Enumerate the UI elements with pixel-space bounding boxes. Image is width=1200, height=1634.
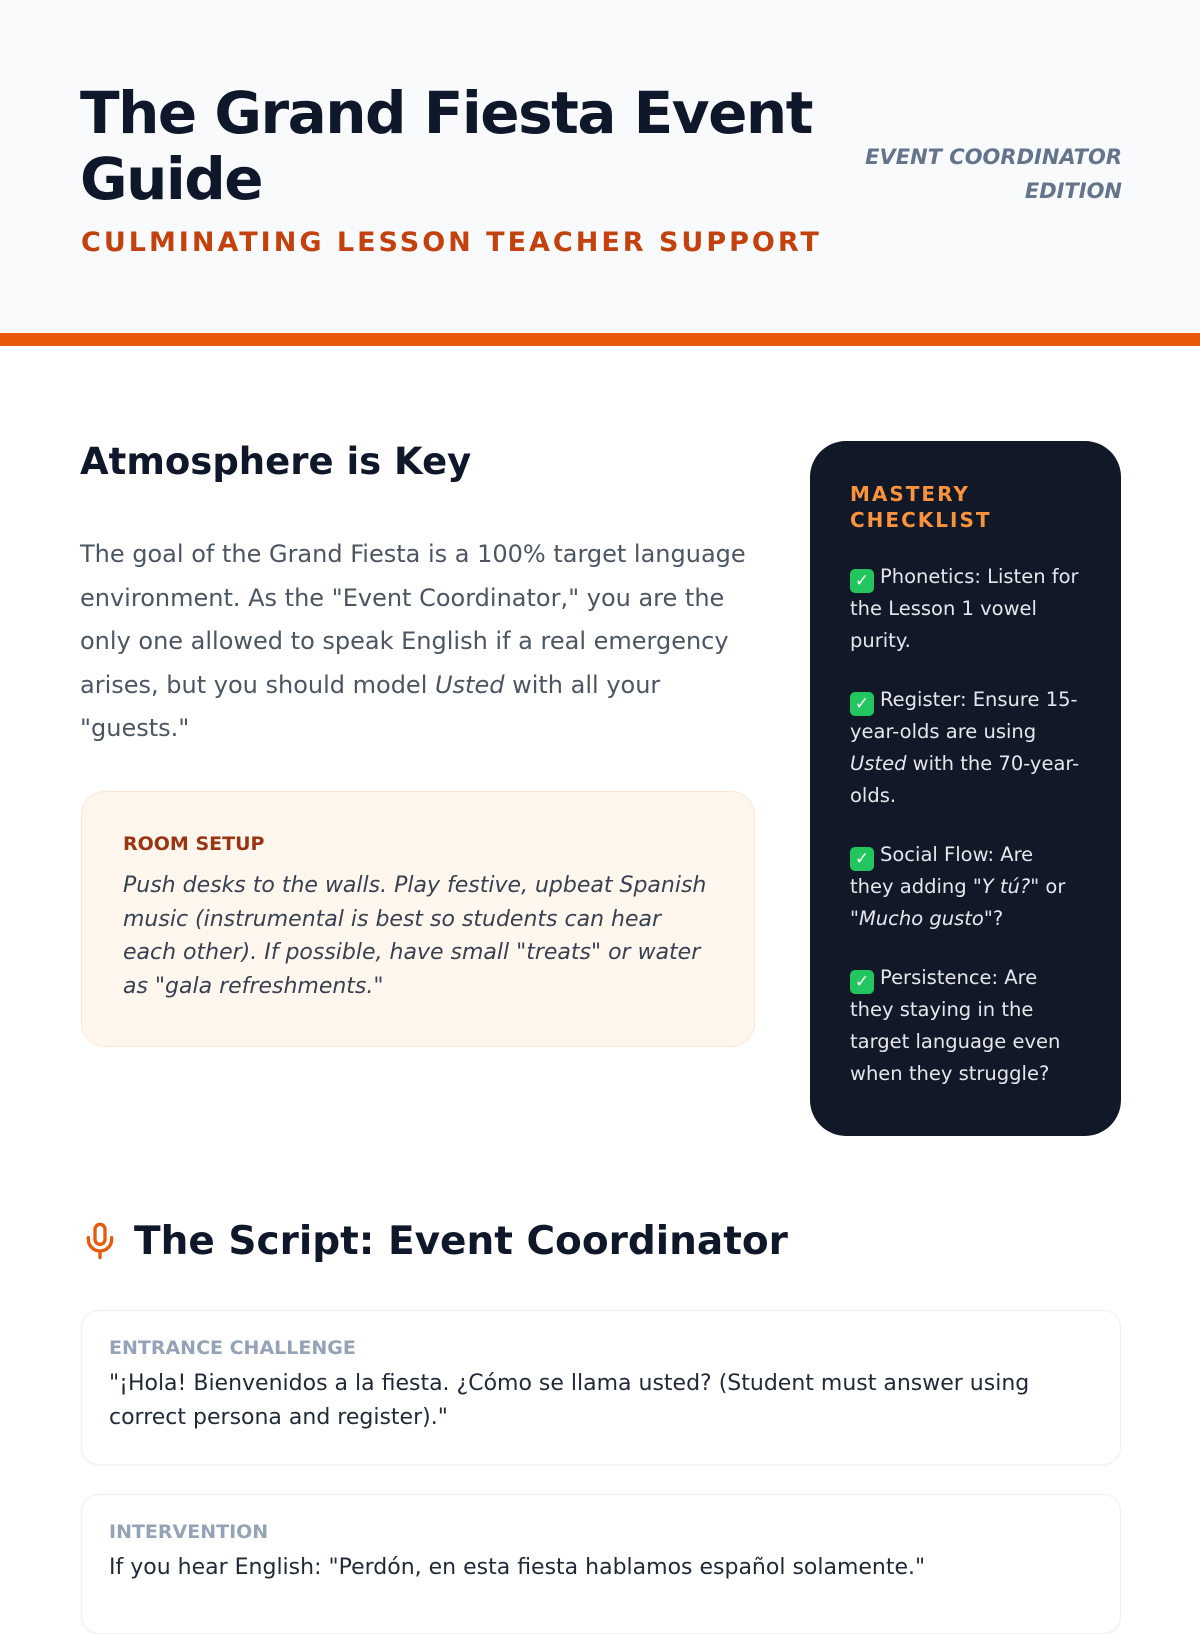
room-setup-card (81, 791, 755, 1047)
edition-label: EVENT COORDINATOR EDITION (865, 145, 1122, 203)
page-title: The Grand Fiesta Event Guide (80, 79, 812, 213)
checklist-item (850, 839, 1081, 935)
checklist-item-text: Persistence: Are they staying in the target language even when they struggle? (850, 966, 1061, 1085)
page-subtitle: CULMINATING LESSON TEACHER SUPPORT (81, 227, 822, 258)
check-box-icon: ✓ (850, 692, 874, 716)
script-heading-row (80, 1216, 788, 1266)
atmosphere-heading: Atmosphere is Key (80, 440, 472, 483)
script-card-text: If you hear English: "Perdón, en esta fiesta hablamos español solamente." (109, 1555, 926, 1580)
microphone-icon (80, 1219, 120, 1263)
checklist-item-emphasis: "Y tú?" (972, 875, 1040, 898)
mastery-checklist (810, 441, 1121, 1136)
checklist-item-emphasis: Usted (850, 752, 907, 775)
checklist-item-text: Register: Ensure 15-year-olds are using (850, 688, 1078, 743)
checklist-item-text: with the 70-year-olds. (850, 752, 1080, 807)
checklist-item-emphasis: "Mucho gusto" (850, 907, 993, 930)
checklist-item (850, 561, 1081, 657)
atmosphere-intro (80, 533, 760, 751)
checklist-item-text: or (1039, 875, 1066, 898)
check-box-icon: ✓ (850, 847, 874, 871)
checklist-title: MASTERY CHECKLIST (850, 482, 992, 532)
checklist-item-text: Phonetics: Listen for the Lesson 1 vowel purity. (850, 565, 1079, 652)
intro-text-end: with all your "guests." (80, 670, 661, 742)
checklist-item-text: Social Flow: Are they adding (850, 843, 1034, 898)
script-card-label: INTERVENTION (109, 1521, 269, 1543)
room-setup-label: ROOM SETUP (123, 833, 265, 855)
script-card-label: ENTRANCE CHALLENGE (109, 1337, 356, 1359)
script-card-text: "¡Hola! Bienvenidos a la fiesta. ¿Cómo se llama usted? (Student must answer using correct persona and register)." (109, 1371, 1030, 1430)
script-card-intervention (81, 1494, 1121, 1634)
intro-text-start: The goal of the Grand Fiesta is a 100% target language environment. As the "Event Coordinator," you are the only one allowed to speak English if a real emergency arises, but you should model (80, 540, 746, 699)
checklist-item (850, 684, 1081, 812)
check-box-icon: ✓ (850, 970, 874, 994)
room-setup-text: Push desks to the walls. Play festive, upbeat Spanish music (instrumental is best so students can hear each other). If possible, have small "treats" or water as "gala refreshments." (123, 873, 707, 999)
checklist-item (850, 962, 1081, 1090)
check-box-icon: ✓ (850, 569, 874, 593)
script-heading: The Script: Event Coordinator (134, 1218, 788, 1264)
intro-emphasis: Usted (434, 670, 505, 699)
page-header (0, 0, 1200, 346)
script-card-entrance (81, 1310, 1121, 1465)
checklist-item-text: ? (992, 907, 1004, 930)
